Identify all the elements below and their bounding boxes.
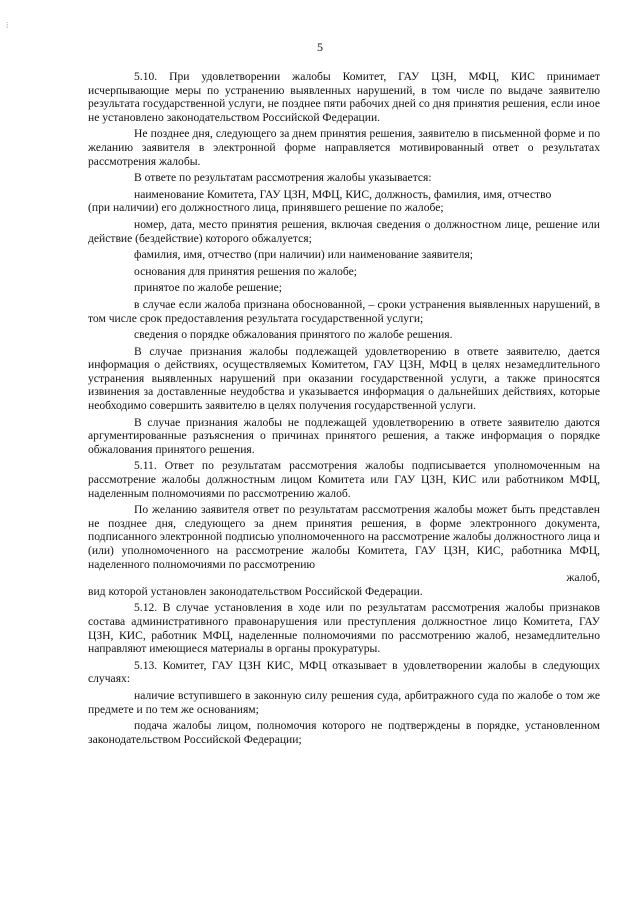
list-item-decision-grounds: основания для принятия решения по жалобе;: [134, 264, 358, 278]
list-item-remedy-deadlines: в случае если жалоба признана обоснованной, – сроки устранения выявленных нарушений, в том числе срок предоставления результата государственной услуги;: [88, 297, 600, 325]
paragraph-5-13: 5.13. Комитет, ГАУ ЦЗН КИС, МФЦ отказывает в удовлетворении жалобы в следующих случаях:: [88, 658, 600, 686]
paragraph-response-deadline: Не позднее дня, следующего за днем принятия решения, заявителю в письменной форме и по желанию заявителя в электронной форме направляется мотивированный ответ о результатах рассмотрения жалобы.: [88, 127, 600, 168]
paragraph-complaint-satisfied: В случае признания жалобы подлежащей удовлетворению в ответе заявителю, дается информация о действиях, осуществляемых Комитетом, ГАУ ЦЗН, МФЦ в целях незамедлительного устранения выявленных нарушений при оказании государственной услуги, а также приносятся извинения за доставленные неудобства и указывается информация о дальнейших действиях, которые необходимо совершить заявителю в целях получения государственной услуги.: [88, 344, 600, 413]
list-item-decision: принятое по жалобе решение;: [134, 281, 282, 295]
list-item-court-decision: наличие вступившего в законную силу решения суда, арбитражного суда по жалобе о том же предмете и по тем же основаниям;: [88, 688, 600, 716]
paragraph-electronic-response-tail: жалоб,: [566, 571, 600, 585]
paragraph-5-11: 5.11. Ответ по результатам рассмотрения жалобы подписывается уполномоченным на рассмотрение жалобы должностным лицом Комитета или ГАУ ЦЗН, КИС или работником МФЦ, наделенным полномочиями по рассмотрению жалоб.: [88, 459, 600, 500]
document-body: [88, 70, 600, 749]
list-item-appeal-procedure: сведения о порядке обжалования принятого по жалобе решения.: [134, 328, 453, 342]
page-number: 5: [317, 40, 323, 54]
list-item-authority-name-continued: (при наличии) его должностного лица, принявшего решение по жалобе;: [88, 201, 444, 215]
list-item-applicant-name: фамилия, имя, отчество (при наличии) или наименование заявителя;: [134, 248, 474, 262]
paragraph-response-contents-intro: В ответе по результатам рассмотрения жалобы указывается:: [134, 171, 432, 185]
scan-edge-mark: ⁞: [6, 21, 10, 30]
list-item-authority-name: наименование Комитета, ГАУ ЦЗН, МФЦ, КИС, должность, фамилия, имя, отчество: [134, 187, 552, 201]
paragraph-5-12: 5.12. В случае установления в ходе или по результатам рассмотрения жалобы признаков состава административного правонарушения или преступления должностное лицо Комитета, ГАУ ЦЗН, КИС, работник МФЦ, наделенные полномочиями по рассмотрению жалоб, незамедлительно направляют имеющиеся материалы в органы прокуратуры.: [88, 601, 600, 656]
list-item-decision-number: номер, дата, место принятия решения, включая сведения о должностном лице, решение или действие (бездействие) которого обжалуется;: [88, 217, 600, 245]
paragraph-electronic-signature-type: вид которой установлен законодательством Российской Федерации.: [88, 584, 423, 598]
paragraph-complaint-rejected: В случае признания жалобы не подлежащей удовлетворению в ответе заявителю даются аргументированные разъяснения о причинах принятого решения, а также информация о порядке обжалования принятого решения.: [88, 415, 600, 456]
list-item-unauthorized-filer: подача жалобы лицом, полномочия которого не подтверждены в порядке, установленном законодательством Российской Федерации;: [88, 719, 600, 746]
paragraph-5-10: 5.10. При удовлетворении жалобы Комитет, ГАУ ЦЗН, МФЦ, КИС принимает исчерпывающие меры по устранению выявленных нарушений, в том числе по выдаче заявителю результата государственной услуги, не позднее пяти рабочих дней со дня принятия решения, если иное не установлено законодательством Российской Федерации.: [88, 70, 600, 124]
paragraph-electronic-response: По желанию заявителя ответ по результатам рассмотрения жалобы может быть представлен не позднее дня, следующего за днем принятия решения, в форме электронного документа, подписанного электронной подписью уполномоченного на рассмотрение жалобы должностного лица и (или) уполномоченного на рассмотрение жалобы Комитета, ГАУ ЦЗН, КИС, работника МФЦ, наделенного полномочиями по рассмотрению: [88, 503, 600, 571]
